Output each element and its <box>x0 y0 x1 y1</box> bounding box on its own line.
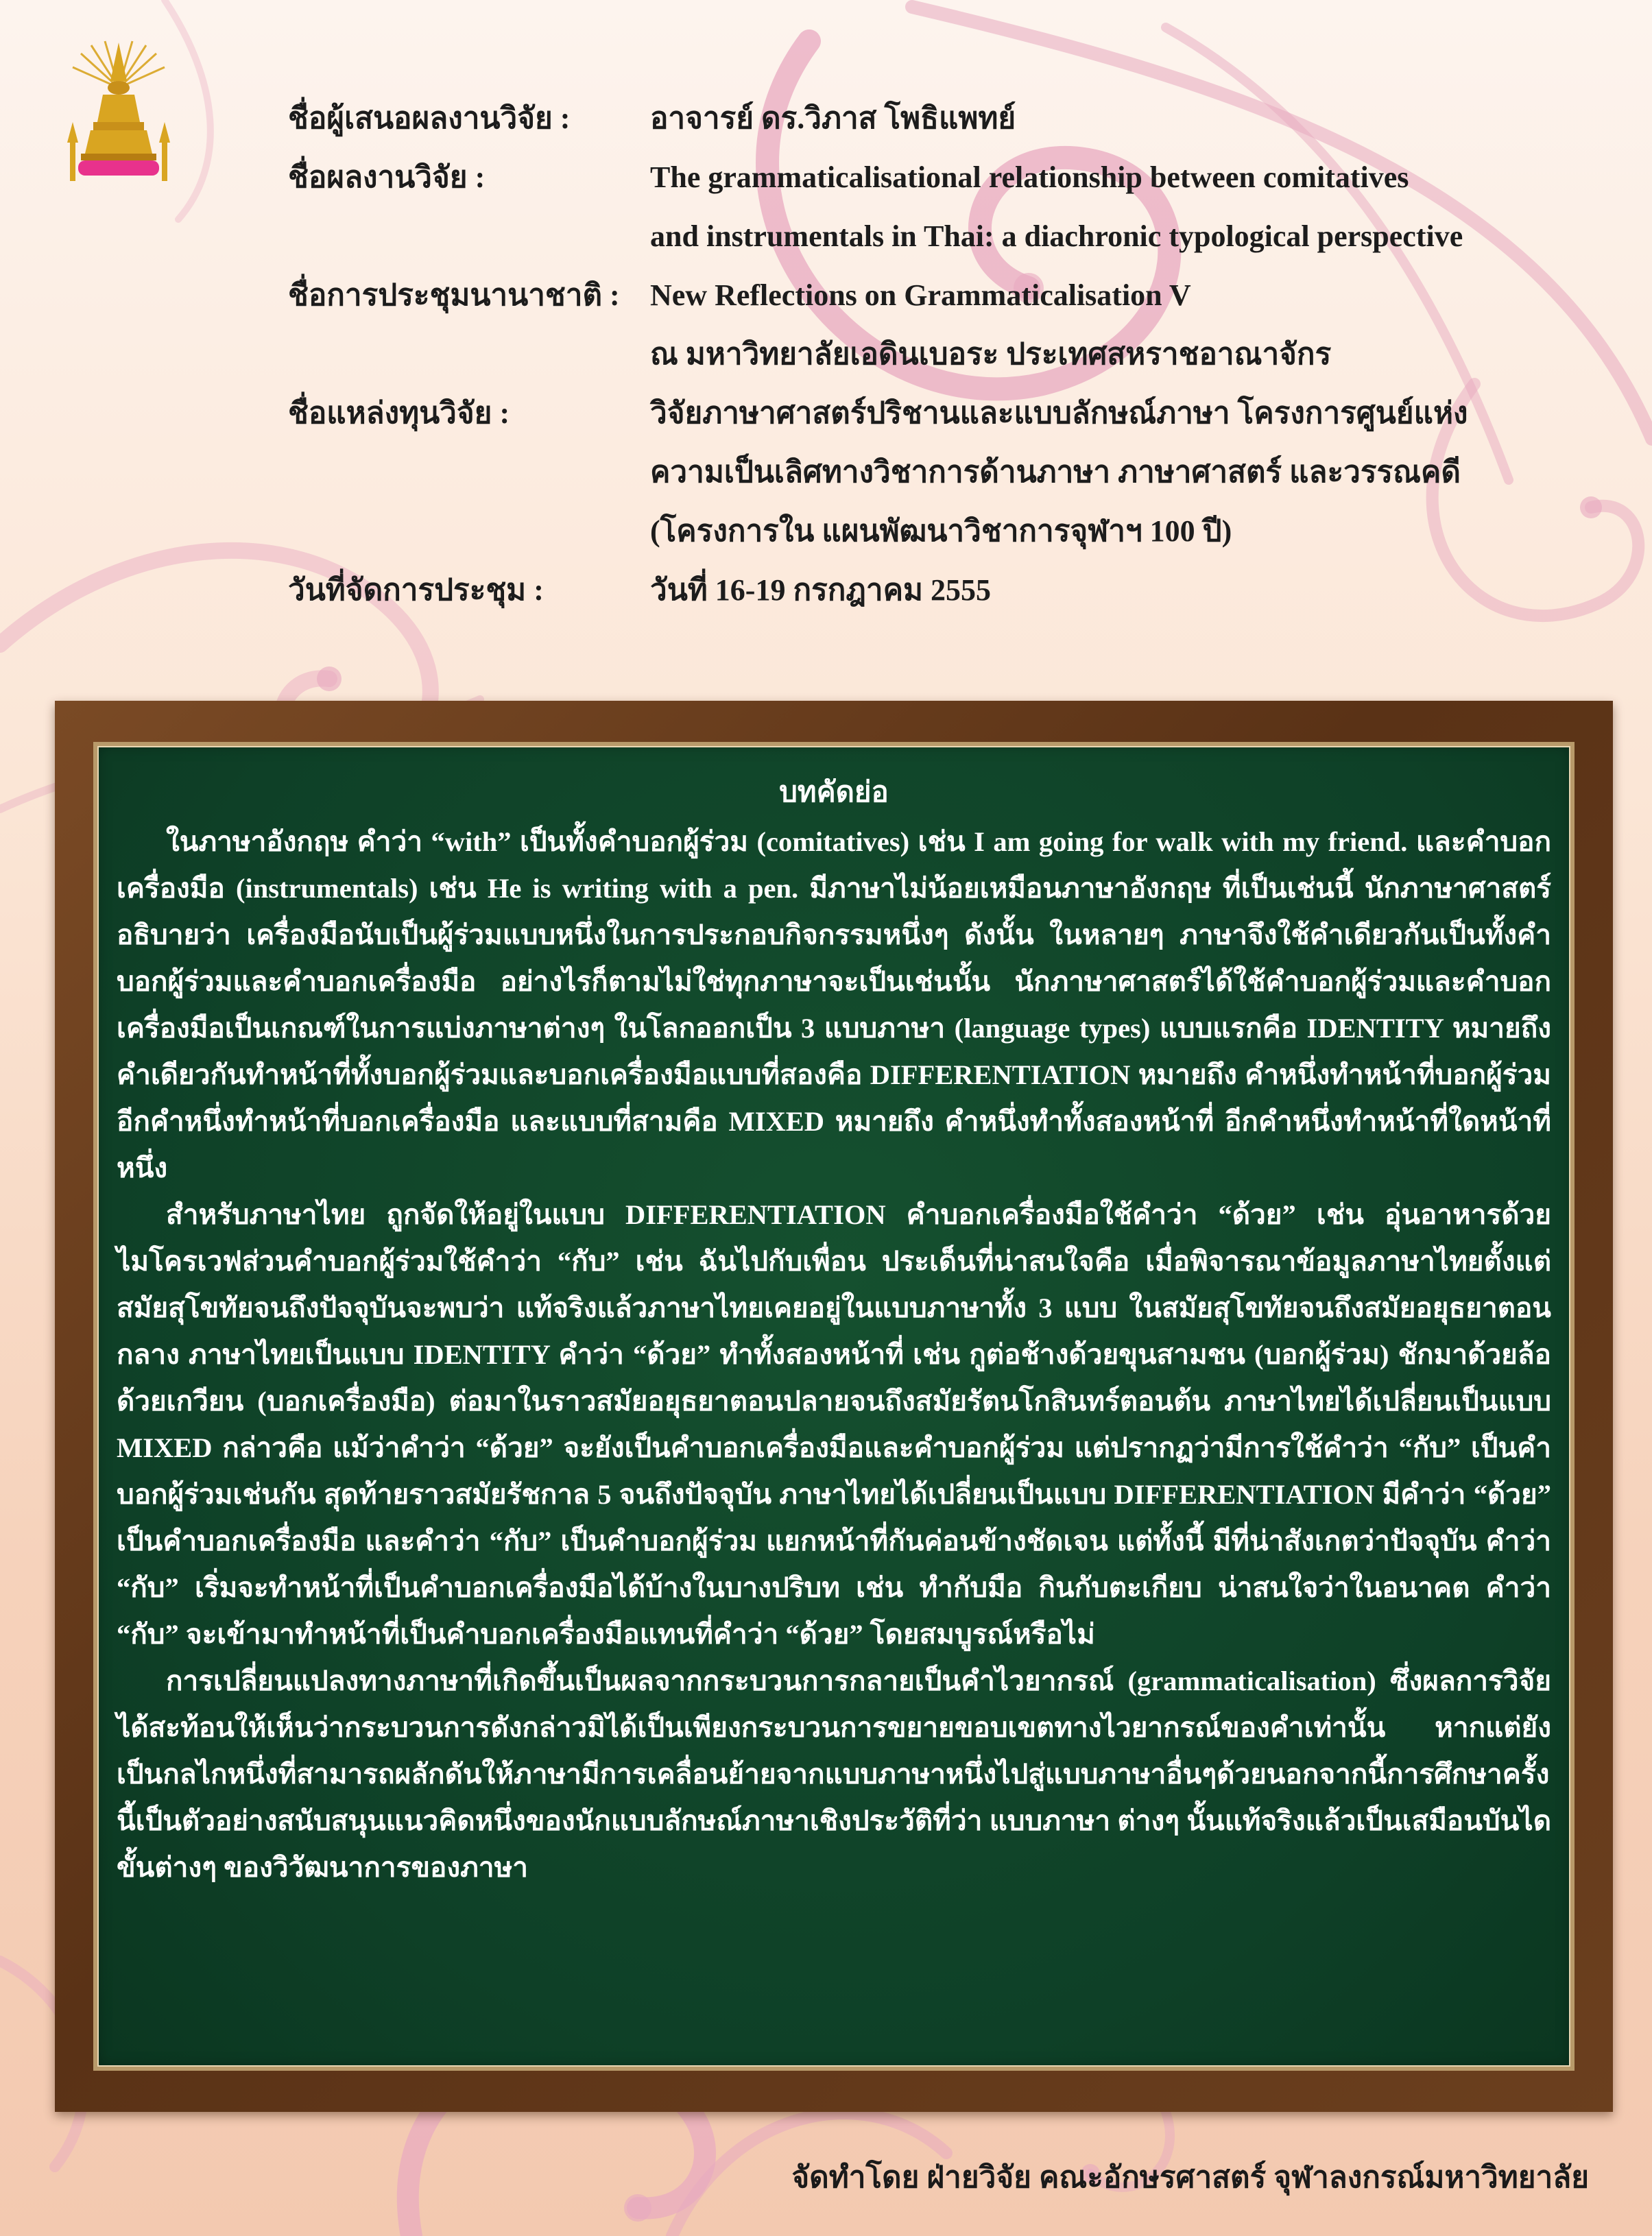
info-label: ชื่อผลงานวิจัย : <box>288 160 486 194</box>
info-value: วันที่ 16-19 กรกฎาคม 2555 <box>650 573 992 607</box>
info-value: อาจารย์ ดร.วิภาส โพธิแพทย์ <box>650 101 1016 135</box>
info-row-presenter <box>288 89 1625 148</box>
info-value: ความเป็นเลิศทางวิชาการด้านภาษา ภาษาศาสตร์ และวรรณคดี <box>650 455 1461 489</box>
info-value: วิจัยภาษาศาสตร์ปริชานและแบบลักษณ์ภาษา โครงการศูนย์แห่ง <box>650 396 1468 430</box>
info-label: ชื่อแหล่งทุนวิจัย : <box>288 396 510 430</box>
info-values <box>650 266 1625 384</box>
abstract-paragraph: ในภาษาอังกฤษ คำว่า “with” เป็นทั้งคำบอกผู้ร่วม (comitatives) เช่น I am going for walk with my friend. และคำบอกเครื่องมือ (instrumentals) เช่น He is writing with a pen. มีภาษาไม่น้อยเหมือนภาษาอังกฤษ ที่เป็นเช่นนี้ นักภาษาศาสตร์อธิบายว่า เครื่องมือนับเป็นผู้ร่วมแบบหนึ่งในการประกอบกิจกรรมหนึ่งๆ ดังนั้น ในหลายๆ ภาษาจึงใช้คำเดียวกันเป็นทั้งคำบอกผู้ร่วมและคำบอกเครื่องมือ อย่างไรก็ตามไม่ใช่ทุกภาษาจะเป็นเช่นนั้น นักภาษาศาสตร์ได้ใช้คำบอกผู้ร่วมและคำบอกเครื่องมือเป็นเกณฑ์ในการแบ่งภาษาต่างๆ ในโลกออกเป็น 3 แบบภาษา (language types) แบบแรกคือ IDENTITY หมายถึงคำเดียวกันทำหน้าที่ทั้งบอกผู้ร่วมและบอกเครื่องมือแบบที่สองคือ DIFFERENTIATION หมายถึง คำหนึ่งทำหน้าที่บอกผู้ร่วม อีกคำหนึ่งทำหน้าที่บอกเครื่องมือ และแบบที่สามคือ MIXED หมายถึง คำหนึ่งทำทั้งสองหน้าที่ อีกคำหนึ่งทำหน้าที่ใดหน้าที่หนึ่ง <box>117 826 1551 1183</box>
info-label: วันที่จัดการประชุม : <box>288 573 544 607</box>
phra-kiao-crown-emblem-icon <box>60 40 177 191</box>
abstract-paragraph: การเปลี่ยนแปลงทางภาษาที่เกิดขึ้นเป็นผลจากกระบวนการกลายเป็นคำไวยากรณ์ (grammaticalisation) ซึ่งผลการวิจัยได้สะท้อนให้เห็นว่ากระบวนการดังกล่าวมิได้เป็นเพียงกระบวนการขยายขอบเขตทางไวยากรณ์ของคำเท่านั้น หากแต่ยังเป็นกลไกหนึ่งที่สามารถผลักดันให้ภาษามีการเคลื่อนย้ายจากแบบภาษาหนึ่งไปสู่แบบภาษาอื่นๆด้วยนอกจากนี้การศึกษาครั้งนี้เป็นตัวอย่างสนับสนุนแนวคิดหนึ่งของนักแบบลักษณ์ภาษาเชิงประวัติที่ว่า แบบภาษา ต่างๆ นั้นแท้จริงแล้วเป็นเสมือนบันไดขั้นต่างๆ ของวิวัฒนาการของภาษา <box>117 1666 1551 1883</box>
chalkboard-frame <box>55 701 1613 2112</box>
info-row-funding <box>288 384 1625 561</box>
abstract-title: บทคัดย่อ <box>779 777 889 808</box>
info-values <box>650 148 1625 266</box>
footer-credit: จัดทำโดย ฝ่ายวิจัย คณะอักษรศาสตร์ จุฬาลงกรณ์มหาวิทยาลัย <box>791 2161 1589 2194</box>
info-values <box>650 89 1625 148</box>
research-info-block <box>288 89 1625 620</box>
info-row-research-title <box>288 148 1625 266</box>
info-row-date <box>288 561 1625 620</box>
info-value: ณ มหาวิทยาลัยเอดินเบอระ ประเทศสหราชอาณาจักร <box>650 337 1332 371</box>
info-values <box>650 561 1625 620</box>
abstract-paragraph: สำหรับภาษาไทย ถูกจัดให้อยู่ในแบบ DIFFERENTIATION คำบอกเครื่องมือใช้คำว่า “ด้วย” เช่น อุ่นอาหารด้วยไมโครเวฟส่วนคำบอกผู้ร่วมใช้คำว่า “กับ” เช่น ฉันไปกับเพื่อน ประเด็นที่น่าสนใจคือ เมื่อพิจารณาข้อมูลภาษาไทยตั้งแต่สมัยสุโขทัยจนถึงปัจจุบันจะพบว่า แท้จริงแล้วภาษาไทยเคยอยู่ในแบบภาษาทั้ง 3 แบบ ในสมัยสุโขทัยจนถึงสมัยอยุธยาตอนกลาง ภาษาไทยเป็นแบบ IDENTITY คำว่า “ด้วย” ทำทั้งสองหน้าที่ เช่น กูต่อช้างด้วยขุนสามชน (บอกผู้ร่วม) ชักมาด้วยล้อด้วยเกวียน (บอกเครื่องมือ) ต่อมาในราวสมัยอยุธยาตอนปลายจนถึงสมัยรัตนโกสินทร์ตอนต้น ภาษาไทยได้เปลี่ยนเป็นแบบ MIXED กล่าวคือ แม้ว่าคำว่า “ด้วย” จะยังเป็นคำบอกเครื่องมือและคำบอกผู้ร่วม แต่ปรากฏว่ามีการใช้คำว่า “กับ” เป็นคำบอกผู้ร่วมเช่นกัน สุดท้ายราวสมัยรัชกาล 5 จนถึงปัจจุบัน ภาษาไทยได้เปลี่ยนเป็นแบบ DIFFERENTIATION มีคำว่า “ด้วย” เป็นคำบอกเครื่องมือ และคำว่า “กับ” เป็นคำบอกผู้ร่วม แยกหน้าที่กันค่อนข้างชัดเจน แต่ทั้งนี้ มีที่น่าสังเกตว่าปัจจุบัน คำว่า “กับ” เริ่มจะทำหน้าที่เป็นคำบอกเครื่องมือได้บ้างในบางปริบท เช่น ทำกับมือ กินกับตะเกียบ น่าสนใจว่าในอนาคต คำว่า “กับ” จะเข้ามาทำหน้าที่เป็นคำบอกเครื่องมือแทนที่คำว่า “ด้วย” โดยสมบูรณ์หรือไม่ <box>117 1199 1551 1650</box>
info-value: New Reflections on Grammaticalisation V <box>650 278 1191 312</box>
info-values <box>650 384 1625 561</box>
info-row-conference <box>288 266 1625 384</box>
info-value: and instrumentals in Thai: a diachronic typological perspective <box>650 219 1463 253</box>
info-value: The grammaticalisational relationship between comitatives <box>650 160 1409 194</box>
info-label: ชื่อการประชุมนานาชาติ : <box>288 278 620 312</box>
chalkboard <box>93 742 1575 2071</box>
info-label: ชื่อผู้เสนอผลงานวิจัย : <box>288 101 571 135</box>
info-value: (โครงการใน แผนพัฒนาวิชาการจุฬาฯ 100 ปี) <box>650 514 1232 548</box>
abstract-section <box>117 767 1551 1891</box>
